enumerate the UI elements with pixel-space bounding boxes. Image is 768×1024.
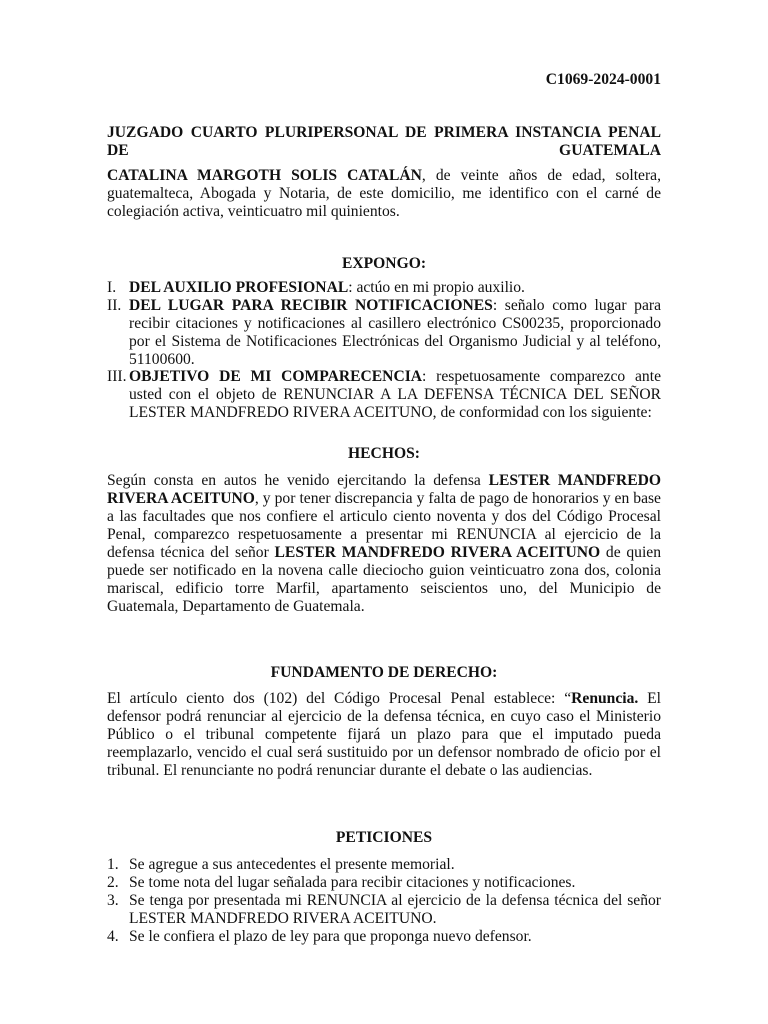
intro-paragraph (107, 167, 661, 221)
item-number: III. (107, 368, 127, 385)
hechos-name-2: LESTER MANDFREDO RIVERA ACEITUNO (274, 544, 601, 561)
hechos-heading: HECHOS: (348, 445, 420, 462)
fundamento-heading: FUNDAMENTO DE DERECHO: (270, 664, 498, 681)
item-text: Se tenga por presentada mi RENUNCIA al ejercicio de la defensa técnica del señor LESTER MANDFREDO RIVERA ACEITUNO. (129, 892, 661, 927)
expongo-item (107, 368, 661, 422)
fundamento-paragraph (107, 690, 661, 780)
item-number: 3. (107, 892, 119, 909)
peticiones-heading: PETICIONES (335, 829, 433, 846)
hechos-paragraph (107, 472, 661, 616)
peticion-item (107, 892, 661, 928)
item-title: DEL LUGAR PARA RECIBIR NOTIFICACIONES (129, 297, 493, 314)
expongo-item (107, 279, 661, 297)
expongo-item (107, 297, 661, 369)
item-text: Se le confiera el plazo de ley para que proponga nuevo defensor. (129, 928, 532, 945)
item-text: Se tome nota del lugar señalada para recibir citaciones y notificaciones. (129, 874, 576, 891)
item-text: Se agregue a sus antecedentes el presente memorial. (129, 856, 455, 873)
hechos-text-2: , y por tener discrepancia y falta de pago de honorarios y en base a las facultades que nos confiere el articulo ciento noventa y dos del Código Procesal Penal, comparezco respetuosamente a presentar mi RENUNCIA al ejercicio de la defensa técnica del señor (107, 490, 661, 561)
item-text: : actúo en mi propio auxilio. (348, 279, 525, 296)
peticion-item (107, 856, 661, 874)
fundamento-text-1: El artículo ciento dos (102) del Código Procesal Penal establece: “ (107, 690, 572, 707)
hechos-text-3: de quien puede ser notificado en la novena calle dieciocho guion veinticuatro zona dos, colonia mariscal, edificio torre Marfil, apartamento seiscientos uno, del Municipio de Guatemala, Departamento de Guatemala. (107, 544, 661, 615)
hechos-name-1: LESTER MANDFREDO RIVERA ACEITUNO (107, 472, 661, 507)
court-name: JUZGADO CUARTO PLURIPERSONAL DE PRIMERA INSTANCIA PENAL DE GUATEMALA (107, 124, 661, 159)
item-title: OBJETIVO DE MI COMPARECENCIA (129, 368, 423, 385)
item-title: DEL AUXILIO PROFESIONAL (129, 279, 349, 296)
intro-name: CATALINA MARGOTH SOLIS CATALÁN (107, 167, 422, 184)
fundamento-text-2: El defensor podrá renunciar al ejercicio de la defensa técnica, en cuyo caso el Ministerio Público o el tribunal competente fijará un plazo para que el imputado pueda reemplazarlo, vencido el cual será sustituido por un defensor nombrado de oficio por el tribunal. El renunciante no podrá renunciar durante el debate o las audiencias. (107, 690, 661, 779)
peticion-item (107, 928, 661, 946)
peticion-item (107, 874, 661, 892)
case-number: C1069-2024-0001 (545, 71, 661, 88)
item-number: 2. (107, 874, 119, 891)
item-number: I. (107, 279, 117, 296)
intro-text: , de veinte años de edad, soltera, guatemalteca, Abogada y Notaria, de este domicilio, me identifico con el carné de colegiación activa, veinticuatro mil quinientos. (107, 167, 661, 220)
item-text: : señalo como lugar para recibir citaciones y notificaciones al casillero electrónico CS00235, proporcionado por el Sistema de Notificaciones Electrónicas del Organismo Judicial y al teléfono, 51100600. (129, 297, 661, 368)
hechos-text-1: Según consta en autos he venido ejercitando la defensa (107, 472, 489, 489)
expongo-heading: EXPONGO: (341, 255, 427, 272)
item-number: 1. (107, 856, 119, 873)
item-text: : respetuosamente comparezco ante usted con el objeto de RENUNCIAR A LA DEFENSA TÉCNICA DEL SEÑOR LESTER MANDFREDO RIVERA ACEITUNO, de conformidad con los siguiente: (129, 368, 661, 421)
item-number: 4. (107, 928, 119, 945)
item-number: II. (107, 297, 122, 314)
fundamento-bold: Renuncia. (571, 690, 639, 707)
